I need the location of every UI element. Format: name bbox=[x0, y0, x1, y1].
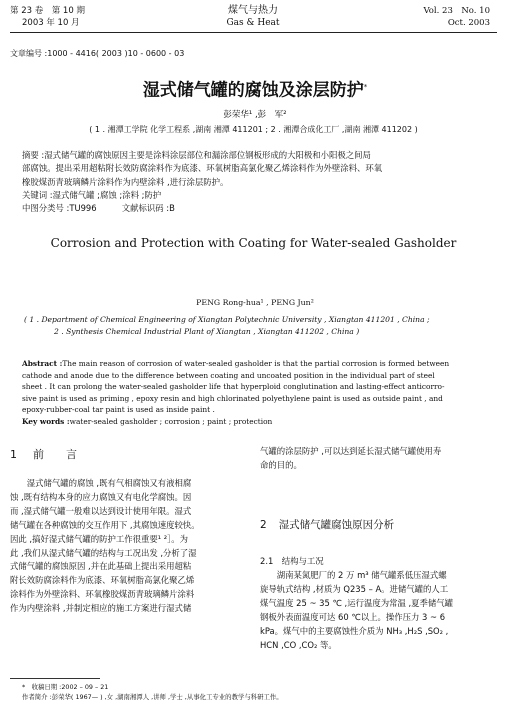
left-column-line: 式储气罐的腐蚀原因 ,并在此基础上提出采用超粘 bbox=[10, 561, 192, 572]
keywords-cn: 关键词 :湿式储气罐 ;腐蚀 ;涂料 ;防护 bbox=[22, 189, 162, 200]
left-column-line: 附长效防腐涂料作为底漆、环氧树脂高氯化聚乙烯 bbox=[10, 575, 195, 586]
subsection-2-1: 2.1 结构与工况 bbox=[260, 556, 324, 566]
left-column-line: 湿式储气罐的腐蚀 ,既有气相腐蚀又有液相腐 bbox=[10, 478, 192, 488]
authors-cn: 彭荣华¹ ,彭 军² bbox=[223, 110, 287, 120]
article-number: 文章编号 :1000 - 4416( 2003 )10 - 0600 - 03 bbox=[10, 49, 185, 58]
abstract-cn-line: 摘要 :湿式储气罐的腐蚀原因主要是涂料涂层部位和漏涂部位钢板形成的大阳极和小阳极之间局 bbox=[22, 150, 371, 160]
left-column-line: 此 ,我们从湿式储气罐的结构与工况出发 ,分析了湿 bbox=[10, 547, 197, 558]
abstract-en-line: sheet . It can prolong the water-sealed gasholder life that hyperploid conglutination and lasting-effect anticorro- bbox=[22, 382, 445, 392]
affiliation-en-line: 2 . Synthesis Chemical Industrial Plant of Xiangtan , Xiangtan 411202 , China ) bbox=[54, 327, 360, 336]
section-2-title: 湿式储气罐腐蚀原因分析 bbox=[278, 519, 395, 531]
header-volume-cn: 第 23 卷 第 10 期 bbox=[10, 6, 85, 16]
abstract-en-line: cathode and anode due to the difference between coating and uncoated position in the individual part of steel bbox=[22, 370, 435, 380]
affiliation-en-line: ( 1 . Department of Chemical Engineering of Xiangtan Polytechnic University , Xiangtan 411201 , China ; bbox=[24, 315, 430, 324]
left-column bbox=[10, 477, 244, 616]
abstract-en-line: sive paint is used as priming , epoxy resin and high chlorinated polyethylene paint is used as outside paint , and bbox=[22, 393, 443, 403]
header-date-en: Oct. 2003 bbox=[447, 18, 490, 28]
left-column-line: 涂料作为外壁涂料、环氧橡胶煤沥青玻璃鳞片涂料 bbox=[10, 589, 195, 600]
title-cn bbox=[110, 76, 400, 102]
abstract-en-label: Abstract : bbox=[22, 359, 63, 368]
header-journal-en: Gas & Heat bbox=[226, 18, 280, 28]
title-cn-text: 湿式储气罐的腐蚀及涂层防护 bbox=[142, 80, 364, 101]
footnote-rule bbox=[10, 678, 100, 679]
header-journal-cn: 煤气与热力 bbox=[228, 5, 278, 16]
right-column-line: HCN ,CO ,CO₂ 等。 bbox=[260, 639, 337, 650]
clc-cn: 中图分类号 :TU996 文献标识码 :B bbox=[22, 203, 175, 214]
right-column-top bbox=[260, 445, 496, 473]
left-column-line: 作为内壁涂料 ,并制定相应的施工方案进行湿式储 bbox=[10, 603, 192, 614]
section-1-number: 1 bbox=[10, 448, 17, 461]
abstract-cn bbox=[22, 149, 494, 215]
title-en: Corrosion and Protection with Coating for Water-sealed Gasholder bbox=[50, 236, 457, 250]
affiliation-cn: ( 1 . 湘潭工学院 化学工程系 ,湖南 湘潭 411201 ; 2 . 湘潭合成化工厂 ,湖南 湘潭 411202 ) bbox=[89, 125, 418, 134]
affiliation-en bbox=[24, 314, 494, 338]
section-2-number: 2 bbox=[260, 519, 267, 531]
right-column-line: 煤气温度 25 ~ 35 ℃ ,运行温度为常温 ,夏季储气罐 bbox=[260, 597, 454, 608]
left-column-line: 储气罐在各种腐蚀的交互作用下 ,其腐蚀速度较快。 bbox=[10, 519, 200, 530]
footnote-author-bio: 作者简介 :彭荣华( 1967— ) ,女 ,湖南湘潭人 ,讲师 ,学士 ,从事化工专业的教学与科研工作。 bbox=[22, 692, 283, 701]
section-1-heading bbox=[10, 448, 245, 462]
right-column-line: 旋导轨式结构 ,材质为 Q235 – A。进储气罐的人工 bbox=[260, 583, 449, 594]
header-volume-en: Vol. 23 No. 10 bbox=[423, 6, 490, 16]
right-column-line: kPa。煤气中的主要腐蚀性介质为 NH₃ ,H₂S ,SO₂ , bbox=[260, 625, 449, 636]
abstract-en-line: epoxy-rubber-coal tar paint is used as inside paint . bbox=[22, 405, 215, 415]
footnote bbox=[22, 683, 496, 702]
header-date-cn: 2003 年 10 月 bbox=[22, 18, 80, 28]
right-column-line: 气罐的涂层防护 ,可以达到延长湿式储气罐使用寿 bbox=[260, 446, 442, 456]
left-column-line: 蚀 ,既有结构本身的应力腐蚀又有电化学腐蚀。因 bbox=[10, 491, 192, 502]
abstract-en bbox=[22, 358, 494, 428]
footnote-received: * 收稿日期 :2002 – 09 – 21 bbox=[22, 683, 109, 691]
right-column-line: 命的目的。 bbox=[260, 459, 302, 470]
header-rule bbox=[10, 32, 497, 33]
left-column-line: 因此 ,搞好湿式储气罐的防护工作很重要¹ ²］。为 bbox=[10, 533, 189, 544]
right-column-line: 钢板外表面温度可达 60 ℃以上。操作压力 3 ~ 6 bbox=[260, 611, 446, 622]
left-column-line: 而 ,湿式储气罐一般难以达到设计使用年限。湿式 bbox=[10, 505, 192, 516]
abstract-cn-line: 橡胶煤沥青玻璃鳞片涂料作为内壁涂料 ,进行涂层防护。 bbox=[22, 176, 229, 187]
keywords-en-label: Key words : bbox=[22, 416, 70, 426]
section-2-heading bbox=[260, 518, 496, 532]
abstract-en-line: The main reason of corrosion of water-sealed gasholder is that the partial corrosion is formed between bbox=[62, 359, 450, 368]
abstract-cn-line: 部腐蚀。提出采用超粘附长效防腐涂料作为底漆、环氧树脂高氯化聚乙烯涂料作为外壁涂料、环氧 bbox=[22, 163, 383, 174]
section-1-title: 前 言 bbox=[33, 448, 77, 461]
right-column-body bbox=[260, 569, 496, 652]
title-footnote-mark: * bbox=[363, 83, 368, 91]
keywords-en: water-sealed gasholder ; corrosion ; paint ; protection bbox=[69, 416, 273, 426]
authors-en: PENG Rong-hua¹ , PENG Jun² bbox=[196, 298, 314, 307]
right-column-line: 湖南某氮肥厂的 2 万 m³ 储气罐系低压湿式螺 bbox=[260, 570, 447, 580]
